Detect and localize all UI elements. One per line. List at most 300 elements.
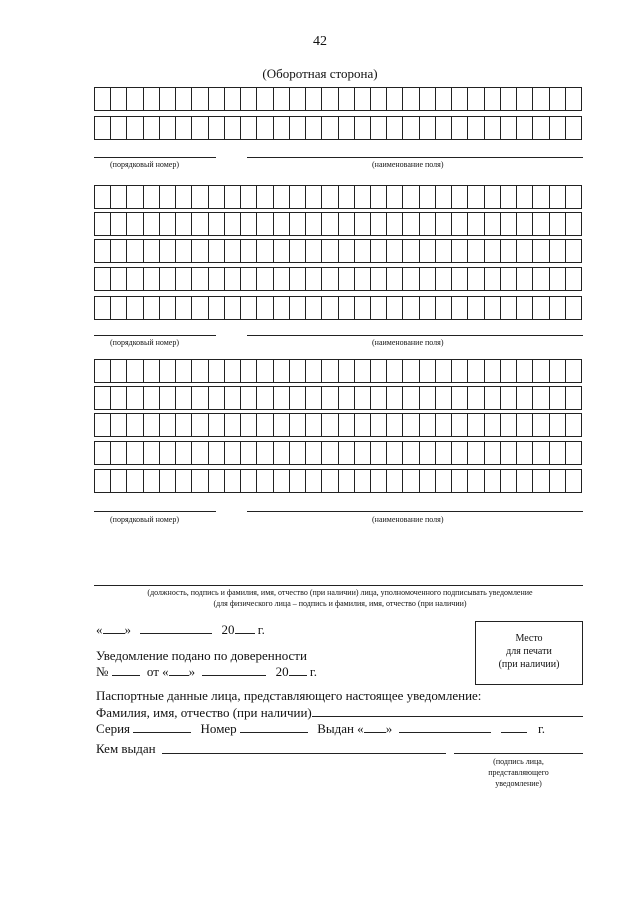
char-cell[interactable] — [94, 359, 111, 383]
char-cell[interactable] — [354, 116, 371, 140]
char-cell[interactable] — [354, 87, 371, 111]
proxy-year-blank[interactable] — [289, 664, 307, 676]
char-cell[interactable] — [126, 413, 143, 437]
char-cell[interactable] — [159, 116, 176, 140]
char-cell[interactable] — [500, 185, 517, 209]
char-cell[interactable] — [94, 116, 111, 140]
char-cell[interactable] — [175, 296, 192, 320]
char-cell[interactable] — [305, 359, 322, 383]
char-cell[interactable] — [532, 359, 549, 383]
char-cell[interactable] — [565, 359, 582, 383]
char-cell[interactable] — [338, 239, 355, 263]
char-cell[interactable] — [305, 212, 322, 236]
char-cell[interactable] — [419, 469, 436, 493]
char-cell[interactable] — [419, 359, 436, 383]
char-cell[interactable] — [110, 386, 127, 410]
char-cell[interactable] — [386, 441, 403, 465]
char-cell[interactable] — [549, 469, 566, 493]
char-cell[interactable] — [191, 413, 208, 437]
char-cell[interactable] — [224, 413, 241, 437]
char-cell[interactable] — [256, 212, 273, 236]
char-cell[interactable] — [338, 116, 355, 140]
char-cell[interactable] — [500, 413, 517, 437]
char-cell[interactable] — [110, 267, 127, 291]
order-number-line[interactable] — [94, 157, 216, 158]
char-cell[interactable] — [386, 469, 403, 493]
char-cell[interactable] — [532, 441, 549, 465]
order-number-line[interactable] — [94, 335, 216, 336]
char-cell[interactable] — [305, 469, 322, 493]
char-cell[interactable] — [435, 239, 452, 263]
char-cell[interactable] — [484, 386, 501, 410]
char-cell[interactable] — [191, 359, 208, 383]
char-cell[interactable] — [321, 239, 338, 263]
char-grid-row[interactable] — [94, 267, 582, 291]
char-cell[interactable] — [110, 469, 127, 493]
char-cell[interactable] — [549, 239, 566, 263]
char-cell[interactable] — [224, 267, 241, 291]
char-grid-row[interactable] — [94, 359, 582, 383]
char-cell[interactable] — [289, 87, 306, 111]
char-cell[interactable] — [175, 212, 192, 236]
char-cell[interactable] — [419, 413, 436, 437]
char-cell[interactable] — [435, 87, 452, 111]
char-cell[interactable] — [110, 239, 127, 263]
char-cell[interactable] — [451, 87, 468, 111]
passport-issued-by-blank[interactable] — [162, 753, 446, 754]
passport-issued-year-blank[interactable] — [501, 721, 527, 733]
char-cell[interactable] — [500, 267, 517, 291]
char-cell[interactable] — [305, 296, 322, 320]
char-cell[interactable] — [402, 386, 419, 410]
char-cell[interactable] — [273, 87, 290, 111]
char-cell[interactable] — [256, 413, 273, 437]
char-cell[interactable] — [175, 413, 192, 437]
char-cell[interactable] — [159, 386, 176, 410]
char-cell[interactable] — [565, 212, 582, 236]
char-cell[interactable] — [516, 413, 533, 437]
char-cell[interactable] — [532, 267, 549, 291]
char-cell[interactable] — [354, 185, 371, 209]
char-cell[interactable] — [532, 185, 549, 209]
char-cell[interactable] — [256, 239, 273, 263]
char-cell[interactable] — [549, 185, 566, 209]
char-cell[interactable] — [565, 116, 582, 140]
char-cell[interactable] — [240, 212, 257, 236]
char-cell[interactable] — [159, 296, 176, 320]
char-cell[interactable] — [435, 116, 452, 140]
char-cell[interactable] — [208, 359, 225, 383]
char-cell[interactable] — [386, 296, 403, 320]
char-cell[interactable] — [467, 359, 484, 383]
char-cell[interactable] — [273, 185, 290, 209]
char-cell[interactable] — [484, 413, 501, 437]
char-cell[interactable] — [565, 296, 582, 320]
char-cell[interactable] — [354, 239, 371, 263]
char-cell[interactable] — [208, 267, 225, 291]
char-cell[interactable] — [516, 239, 533, 263]
char-cell[interactable] — [435, 386, 452, 410]
char-cell[interactable] — [451, 469, 468, 493]
char-cell[interactable] — [402, 359, 419, 383]
char-cell[interactable] — [110, 413, 127, 437]
char-cell[interactable] — [484, 441, 501, 465]
char-grid-row[interactable] — [94, 413, 582, 437]
char-cell[interactable] — [143, 116, 160, 140]
char-cell[interactable] — [516, 441, 533, 465]
char-cell[interactable] — [143, 212, 160, 236]
char-cell[interactable] — [289, 239, 306, 263]
char-cell[interactable] — [516, 469, 533, 493]
char-cell[interactable] — [289, 469, 306, 493]
char-cell[interactable] — [467, 267, 484, 291]
field-name-line[interactable] — [247, 157, 583, 158]
char-cell[interactable] — [208, 441, 225, 465]
char-cell[interactable] — [549, 116, 566, 140]
char-cell[interactable] — [321, 212, 338, 236]
char-cell[interactable] — [126, 239, 143, 263]
char-cell[interactable] — [532, 116, 549, 140]
char-cell[interactable] — [273, 296, 290, 320]
char-cell[interactable] — [321, 359, 338, 383]
char-cell[interactable] — [354, 296, 371, 320]
char-cell[interactable] — [175, 267, 192, 291]
char-cell[interactable] — [126, 441, 143, 465]
char-cell[interactable] — [126, 359, 143, 383]
char-cell[interactable] — [321, 441, 338, 465]
char-cell[interactable] — [240, 386, 257, 410]
char-cell[interactable] — [402, 116, 419, 140]
char-cell[interactable] — [224, 116, 241, 140]
char-grid-row[interactable] — [94, 87, 582, 111]
char-cell[interactable] — [500, 469, 517, 493]
char-cell[interactable] — [208, 239, 225, 263]
char-cell[interactable] — [370, 212, 387, 236]
char-cell[interactable] — [256, 386, 273, 410]
char-cell[interactable] — [94, 469, 111, 493]
char-cell[interactable] — [565, 386, 582, 410]
char-cell[interactable] — [419, 239, 436, 263]
char-cell[interactable] — [256, 87, 273, 111]
char-cell[interactable] — [549, 359, 566, 383]
passport-number-blank[interactable] — [240, 721, 308, 733]
char-cell[interactable] — [484, 267, 501, 291]
char-cell[interactable] — [451, 359, 468, 383]
char-cell[interactable] — [467, 386, 484, 410]
char-cell[interactable] — [386, 386, 403, 410]
person-signature-line[interactable] — [454, 753, 583, 754]
char-cell[interactable] — [338, 296, 355, 320]
char-cell[interactable] — [256, 469, 273, 493]
char-cell[interactable] — [191, 386, 208, 410]
passport-issued-day-blank[interactable] — [364, 721, 386, 733]
char-cell[interactable] — [419, 296, 436, 320]
char-cell[interactable] — [451, 386, 468, 410]
char-cell[interactable] — [224, 239, 241, 263]
char-cell[interactable] — [321, 296, 338, 320]
char-cell[interactable] — [256, 441, 273, 465]
char-cell[interactable] — [419, 441, 436, 465]
char-cell[interactable] — [386, 267, 403, 291]
char-cell[interactable] — [402, 185, 419, 209]
char-cell[interactable] — [289, 267, 306, 291]
char-cell[interactable] — [467, 441, 484, 465]
char-cell[interactable] — [143, 296, 160, 320]
char-cell[interactable] — [143, 239, 160, 263]
char-cell[interactable] — [516, 185, 533, 209]
char-cell[interactable] — [256, 267, 273, 291]
char-cell[interactable] — [143, 469, 160, 493]
char-cell[interactable] — [516, 359, 533, 383]
char-cell[interactable] — [451, 185, 468, 209]
char-cell[interactable] — [240, 296, 257, 320]
char-cell[interactable] — [126, 469, 143, 493]
char-cell[interactable] — [191, 87, 208, 111]
char-cell[interactable] — [354, 413, 371, 437]
char-cell[interactable] — [289, 185, 306, 209]
order-number-line[interactable] — [94, 511, 216, 512]
char-cell[interactable] — [532, 413, 549, 437]
char-cell[interactable] — [500, 87, 517, 111]
char-cell[interactable] — [549, 386, 566, 410]
char-cell[interactable] — [273, 469, 290, 493]
char-cell[interactable] — [94, 212, 111, 236]
char-cell[interactable] — [435, 441, 452, 465]
field-name-line[interactable] — [247, 511, 583, 512]
char-cell[interactable] — [256, 296, 273, 320]
char-cell[interactable] — [224, 185, 241, 209]
char-cell[interactable] — [419, 386, 436, 410]
char-cell[interactable] — [338, 413, 355, 437]
char-cell[interactable] — [321, 116, 338, 140]
char-cell[interactable] — [110, 441, 127, 465]
char-cell[interactable] — [273, 441, 290, 465]
char-cell[interactable] — [208, 386, 225, 410]
char-cell[interactable] — [273, 116, 290, 140]
char-cell[interactable] — [289, 441, 306, 465]
char-cell[interactable] — [484, 296, 501, 320]
char-cell[interactable] — [402, 87, 419, 111]
char-cell[interactable] — [94, 185, 111, 209]
char-cell[interactable] — [191, 185, 208, 209]
char-cell[interactable] — [208, 296, 225, 320]
char-cell[interactable] — [94, 413, 111, 437]
char-cell[interactable] — [402, 212, 419, 236]
char-cell[interactable] — [435, 185, 452, 209]
char-cell[interactable] — [549, 413, 566, 437]
char-cell[interactable] — [305, 413, 322, 437]
char-cell[interactable] — [386, 87, 403, 111]
char-cell[interactable] — [484, 212, 501, 236]
char-cell[interactable] — [240, 413, 257, 437]
char-cell[interactable] — [354, 386, 371, 410]
char-cell[interactable] — [208, 413, 225, 437]
char-cell[interactable] — [402, 441, 419, 465]
char-cell[interactable] — [484, 239, 501, 263]
char-cell[interactable] — [419, 212, 436, 236]
char-cell[interactable] — [191, 441, 208, 465]
char-grid-row[interactable] — [94, 212, 582, 236]
char-cell[interactable] — [273, 386, 290, 410]
char-cell[interactable] — [321, 386, 338, 410]
char-cell[interactable] — [516, 116, 533, 140]
char-cell[interactable] — [500, 212, 517, 236]
char-cell[interactable] — [305, 185, 322, 209]
char-cell[interactable] — [94, 441, 111, 465]
char-cell[interactable] — [289, 413, 306, 437]
char-cell[interactable] — [549, 296, 566, 320]
char-cell[interactable] — [370, 296, 387, 320]
char-grid-row[interactable] — [94, 185, 582, 209]
char-cell[interactable] — [110, 116, 127, 140]
char-cell[interactable] — [500, 239, 517, 263]
char-cell[interactable] — [370, 116, 387, 140]
char-cell[interactable] — [451, 116, 468, 140]
char-cell[interactable] — [305, 386, 322, 410]
char-cell[interactable] — [338, 267, 355, 291]
char-cell[interactable] — [224, 441, 241, 465]
char-cell[interactable] — [386, 239, 403, 263]
char-cell[interactable] — [451, 296, 468, 320]
char-cell[interactable] — [435, 267, 452, 291]
char-cell[interactable] — [289, 296, 306, 320]
char-cell[interactable] — [289, 386, 306, 410]
char-cell[interactable] — [435, 359, 452, 383]
char-cell[interactable] — [354, 469, 371, 493]
char-cell[interactable] — [143, 441, 160, 465]
char-cell[interactable] — [516, 386, 533, 410]
passport-fio-blank[interactable] — [312, 716, 583, 717]
date-month-blank[interactable] — [140, 622, 212, 634]
char-cell[interactable] — [370, 267, 387, 291]
char-cell[interactable] — [143, 386, 160, 410]
char-cell[interactable] — [126, 185, 143, 209]
char-cell[interactable] — [451, 441, 468, 465]
char-cell[interactable] — [532, 239, 549, 263]
char-cell[interactable] — [484, 185, 501, 209]
char-cell[interactable] — [289, 359, 306, 383]
char-cell[interactable] — [370, 441, 387, 465]
char-cell[interactable] — [565, 413, 582, 437]
char-cell[interactable] — [110, 359, 127, 383]
char-cell[interactable] — [240, 469, 257, 493]
char-cell[interactable] — [338, 469, 355, 493]
char-cell[interactable] — [565, 185, 582, 209]
date-day-blank[interactable] — [103, 622, 125, 634]
char-cell[interactable] — [191, 267, 208, 291]
char-cell[interactable] — [143, 185, 160, 209]
char-cell[interactable] — [175, 239, 192, 263]
char-cell[interactable] — [549, 212, 566, 236]
char-cell[interactable] — [354, 212, 371, 236]
char-cell[interactable] — [370, 413, 387, 437]
char-cell[interactable] — [467, 185, 484, 209]
char-cell[interactable] — [419, 185, 436, 209]
char-cell[interactable] — [467, 239, 484, 263]
char-cell[interactable] — [435, 212, 452, 236]
char-cell[interactable] — [273, 267, 290, 291]
char-cell[interactable] — [175, 469, 192, 493]
char-cell[interactable] — [467, 116, 484, 140]
char-cell[interactable] — [338, 87, 355, 111]
char-cell[interactable] — [386, 413, 403, 437]
char-cell[interactable] — [110, 87, 127, 111]
char-cell[interactable] — [305, 239, 322, 263]
char-cell[interactable] — [208, 116, 225, 140]
char-cell[interactable] — [289, 116, 306, 140]
char-cell[interactable] — [321, 469, 338, 493]
char-cell[interactable] — [224, 469, 241, 493]
char-cell[interactable] — [402, 469, 419, 493]
char-cell[interactable] — [126, 386, 143, 410]
char-grid-row[interactable] — [94, 441, 582, 465]
char-cell[interactable] — [451, 413, 468, 437]
char-cell[interactable] — [159, 469, 176, 493]
char-cell[interactable] — [240, 359, 257, 383]
char-cell[interactable] — [532, 212, 549, 236]
char-cell[interactable] — [208, 212, 225, 236]
char-cell[interactable] — [500, 116, 517, 140]
date-year-blank[interactable] — [235, 622, 255, 634]
char-cell[interactable] — [516, 267, 533, 291]
char-cell[interactable] — [94, 239, 111, 263]
char-cell[interactable] — [110, 296, 127, 320]
char-cell[interactable] — [532, 386, 549, 410]
char-cell[interactable] — [500, 386, 517, 410]
char-cell[interactable] — [338, 386, 355, 410]
field-name-line[interactable] — [247, 335, 583, 336]
char-cell[interactable] — [338, 359, 355, 383]
char-cell[interactable] — [159, 413, 176, 437]
char-cell[interactable] — [240, 185, 257, 209]
char-cell[interactable] — [321, 185, 338, 209]
char-cell[interactable] — [240, 267, 257, 291]
char-cell[interactable] — [126, 116, 143, 140]
char-grid-row[interactable] — [94, 386, 582, 410]
char-cell[interactable] — [435, 296, 452, 320]
char-cell[interactable] — [565, 239, 582, 263]
char-cell[interactable] — [467, 212, 484, 236]
char-cell[interactable] — [289, 212, 306, 236]
char-cell[interactable] — [402, 239, 419, 263]
char-cell[interactable] — [110, 212, 127, 236]
char-cell[interactable] — [500, 296, 517, 320]
char-cell[interactable] — [143, 87, 160, 111]
passport-issued-month-blank[interactable] — [399, 721, 491, 733]
char-cell[interactable] — [94, 296, 111, 320]
char-cell[interactable] — [451, 239, 468, 263]
char-cell[interactable] — [549, 441, 566, 465]
char-cell[interactable] — [305, 267, 322, 291]
char-cell[interactable] — [338, 185, 355, 209]
char-cell[interactable] — [224, 359, 241, 383]
char-cell[interactable] — [500, 441, 517, 465]
char-cell[interactable] — [370, 359, 387, 383]
char-cell[interactable] — [143, 359, 160, 383]
char-cell[interactable] — [110, 185, 127, 209]
char-cell[interactable] — [143, 267, 160, 291]
char-grid-row[interactable] — [94, 116, 582, 140]
char-cell[interactable] — [484, 359, 501, 383]
char-cell[interactable] — [500, 359, 517, 383]
char-cell[interactable] — [532, 469, 549, 493]
char-cell[interactable] — [386, 185, 403, 209]
char-cell[interactable] — [532, 87, 549, 111]
char-cell[interactable] — [208, 469, 225, 493]
char-cell[interactable] — [126, 296, 143, 320]
char-cell[interactable] — [94, 267, 111, 291]
char-cell[interactable] — [435, 469, 452, 493]
